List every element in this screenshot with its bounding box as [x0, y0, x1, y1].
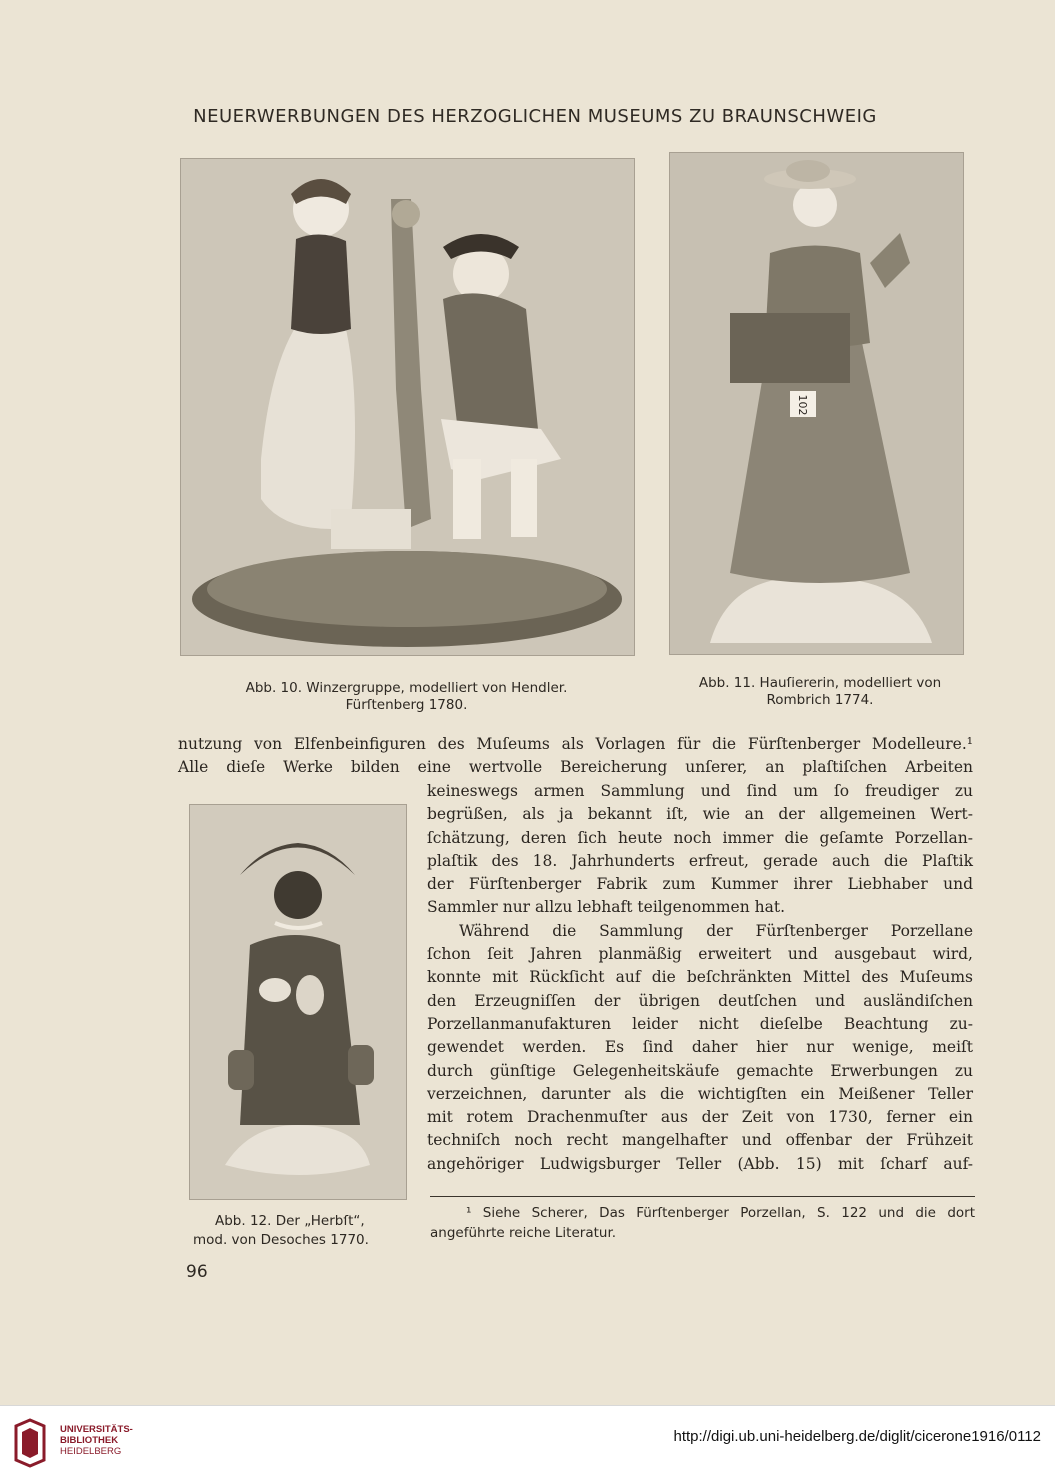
- herbst-image: [190, 805, 406, 1199]
- text-line: gewendet werden. Es ſind daher hier nur wenige, meiſt: [427, 1038, 973, 1057]
- university-logo-icon: [12, 1418, 48, 1468]
- footnote-line: ¹ Siehe Scherer, Das Fürſtenberger Porzellan, S. 122 und die dort: [466, 1205, 975, 1221]
- footnote-divider: [430, 1196, 975, 1197]
- text-line: mit rotem Drachenmuſter aus der Zeit von 1730, ferner ein: [427, 1108, 973, 1127]
- caption-abb12-line1: Abb. 12. Der „Herbſt“,: [215, 1213, 365, 1229]
- text-line: techniſch noch recht mangelhafter und offenbar der Frühzeit: [427, 1131, 973, 1150]
- caption-abb10-line1: Abb. 10. Winzergruppe, modelliert von Hendler.: [245, 680, 568, 696]
- figure-abb11-hausiererin: [669, 152, 964, 655]
- text-line: Sammler nur allzu lebhaft teilgenommen hat.: [427, 898, 786, 917]
- text-line: der Fürſtenberger Fabrik zum Kummer ihrer Liebhaber und: [427, 875, 973, 894]
- caption-abb12: [189, 1212, 419, 1250]
- permalink-url[interactable]: http://digi.ub.uni-heidelberg.de/diglit/cicerone1916/0112: [673, 1428, 1041, 1445]
- caption-abb11: [660, 675, 980, 709]
- hausiererin-image: [670, 153, 963, 654]
- caption-abb12-line2: mod. von Desoches 1770.: [193, 1232, 369, 1248]
- viewer-footer-bar: [0, 1405, 1055, 1481]
- university-name-line: HEIDELBERG: [60, 1446, 122, 1457]
- winzergruppe-image: [181, 159, 634, 655]
- body-text-full-width: [178, 733, 973, 780]
- text-line: nutzung von Elfenbeinfiguren des Muſeums als Vorlagen für die Fürſtenberger Modelleure.¹: [178, 735, 973, 753]
- text-line: den Erzeugniſſen der übrigen deutſchen und ausländiſchen: [427, 991, 973, 1010]
- footnote-line: angeführte reiche Literatur.: [430, 1225, 617, 1241]
- text-line: Porzellanmanufakturen leider nicht dieſelbe Beachtung zu-: [427, 1014, 973, 1033]
- text-line: Alle dieſe Werke bilden eine wertvolle Bereicherung unſerer, an plaſtiſchen Arbeiten: [178, 758, 973, 777]
- text-line: verzeichnen, darunter als die wichtigſten ein Meißener Teller: [427, 1084, 973, 1103]
- caption-abb11-line1: Abb. 11. Hauſiererin, modelliert von: [698, 675, 942, 691]
- text-line: ſchätzung, deren ſich heute noch immer die geſamte Porzellan-: [427, 828, 973, 847]
- footnote: [430, 1203, 975, 1243]
- body-text-column: [427, 780, 973, 1176]
- university-name: [60, 1424, 133, 1457]
- caption-abb10-line2: Fürſtenberg 1780.: [345, 697, 468, 713]
- figure-abb10-winzergruppe: [180, 158, 635, 656]
- text-line: keineswegs armen Sammlung und ſind um ſo freudiger zu: [427, 782, 973, 800]
- caption-abb10: [180, 680, 633, 714]
- text-line: plaſtik des 18. Jahrhunderts erfreut, gerade auch die Plaſtik: [427, 851, 973, 870]
- text-line: begrüßen, als ja bekannt iſt, wie an der allgemeinen Wert-: [427, 805, 973, 824]
- text-line: konnte mit Rückſicht auf die beſchränkten Mittel des Muſeums: [427, 968, 973, 987]
- text-line: durch günſtige Gelegenheitskäufe gemachte Erwerbungen zu: [427, 1061, 973, 1080]
- text-line: ſchon ſeit Jahren planmäßig erweitert und ausgebaut wird,: [427, 945, 973, 964]
- text-line: Während die Sammlung der Fürſtenberger Porzellane: [459, 921, 973, 940]
- caption-abb11-line2: Rombrich 1774.: [766, 692, 874, 708]
- running-header: NEUERWERBUNGEN DES HERZOGLICHEN MUSEUMS ZU BRAUNSCHWEIG: [193, 106, 877, 127]
- text-line: angehöriger Ludwigsburger Teller (Abb. 15) mit ſcharf auf-: [427, 1154, 973, 1173]
- page-number: 96: [186, 1262, 208, 1282]
- university-name-line: BIBLIOTHEK: [60, 1435, 119, 1446]
- university-name-line: UNIVERSITÄTS-: [60, 1424, 133, 1435]
- figure-abb12-herbst: [189, 804, 407, 1200]
- basket-tag-label: 102: [796, 394, 809, 416]
